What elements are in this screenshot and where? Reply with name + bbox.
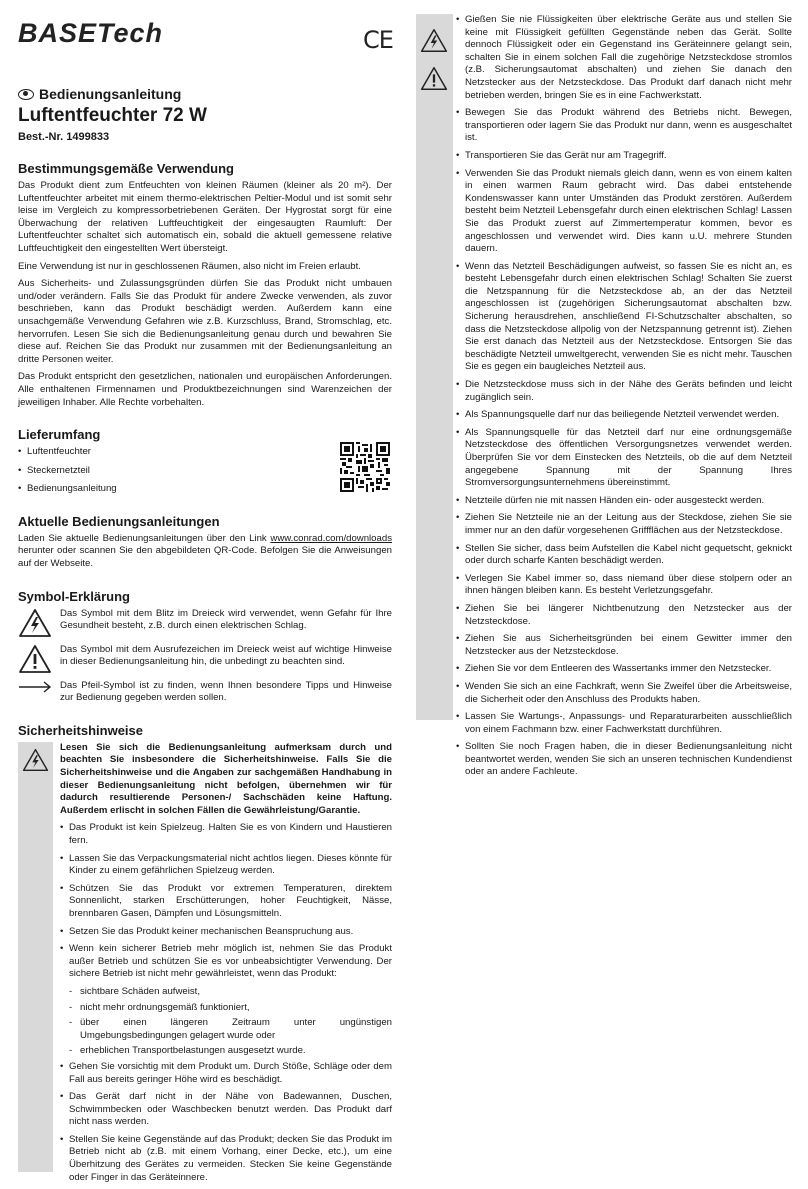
symbol-description: Das Symbol mit dem Ausrufezeichen im Dreieck weist auf wichtige Hinweise in dieser Bedienungsanleitung hin, die unbedingt zu beachten sind.: [60, 643, 392, 668]
safety-list: [60, 822, 392, 1184]
lightning-warning-icon: [18, 608, 52, 638]
current-manuals-text-after: herunter oder scannen Sie den abgebildeten QR-Code. Befolgen Sie die Anweisungen auf der Webseite.: [18, 545, 392, 570]
intended-use-paragraph: Das Produkt entspricht den gesetzlichen, nationalen und europäischen Anforderungen. Alle enthaltenen Firmennamen und Produktbezeichnungen sind Warenzeichen der jeweiligen Inhaber. Alle Rechte vorbehalten.: [18, 371, 392, 408]
symbols-heading: Symbol-Erklärung: [18, 588, 130, 604]
safety-section: [18, 742, 392, 1184]
exclamation-warning-icon: [420, 66, 448, 91]
list-item: • Wenn das Netzteil Beschädigungen aufweist, so fassen Sie es nicht an, es besteht Lebensgefahr durch einen elektrischen Schlag! Schalten Sie zuerst die Netzspannung für die Netzsteckdose ab, an der das Netzteil angeschlossen ist (zugehörigen Sicherungsautomat abschalten bzw. Sicherung herausdrehen, anschließend FI-Schutzschalter abschalten, so dass die Netzsteckdose allpolig von der Netzspannung getrennt ist). Ziehen Sie erst danach das Netzteil aus der Netzsteckdose. Entsorgen Sie das beschädigte Netzteil umweltgerecht, verwenden Sie es nicht mehr. Tauschen Sie es gegen ein baugleiches Netzteil aus.: [456, 261, 792, 374]
list-item: • Als Spannungsquelle darf nur das beiliegende Netzteil verwendet werden.: [456, 409, 792, 422]
list-item: • Steckernetzteil: [18, 465, 392, 478]
intended-use-paragraph: Eine Verwendung ist nur in geschlossenen Räumen, also nicht im Freien erlaubt.: [18, 260, 361, 272]
intended-use-paragraph: Aus Sicherheits- und Zulassungsgründen dürfen Sie das Produkt nicht umbauen und/oder verändern. Falls Sie das Produkt für andere Zwecke verwenden, als zuvor beschrieben, kann das Produkt beschädigt werden. Außerdem kann eine unsachgemäße Verwendung Gefahren wie z.B. Kurzschluss, Brand, Stromschlag, etc. hervorrufen. Lesen Sie sich die Bedienungsanleitung genau durch und bewahren Sie diese auf. Reichen Sie das Produkt nur zusammen mit der Bedienungsanleitung an dritte Personen weiter.: [18, 278, 392, 365]
symbol-row-lightning: [18, 608, 392, 638]
list-item: • Stellen Sie sicher, dass beim Aufstellen die Kabel nicht gequetscht, geknickt oder durch scharfe Kanten beschädigt werden.: [456, 543, 792, 568]
doc-type-label: Bedienungsanleitung: [39, 86, 182, 102]
list-item: • Sollten Sie noch Fragen haben, die in dieser Bedienungsanleitung nicht beantwortet werden, wenden Sie sich an unseren technischen Kundendienst oder an andere Fachleute.: [456, 741, 792, 779]
list-item: • Bewegen Sie das Produkt während des Betriebs nicht. Bewegen, transportieren oder lagern Sie das Produkt nur dann, wenn es ausgeschaltet ist.: [456, 107, 792, 145]
list-item: • Das Gerät darf nicht in der Nähe von Badewannen, Duschen, Schwimmbecken oder Waschbecken benutzt werden. Das Produkt darf nicht nass werden.: [60, 1091, 392, 1129]
safety-heading: Sicherheitshinweise: [18, 722, 143, 738]
list-item: • Gehen Sie vorsichtig mit dem Produkt um. Durch Stöße, Schläge oder dem Fall aus bereits geringer Höhe wird es beschädigt.: [60, 1061, 392, 1086]
current-manuals-text-before: Laden Sie aktuelle Bedienungsanleitungen über den Link: [18, 532, 271, 544]
left-column: [18, 18, 392, 1189]
list-item: • Ziehen Sie aus Sicherheitsgründen bei einem Gewitter immer den Netzstecker aus der Netzsteckdose.: [456, 633, 792, 658]
qr-code-icon[interactable]: [340, 442, 390, 492]
safety-sidebar: [18, 742, 53, 1172]
intended-use-heading: Bestimmungsgemäße Verwendung: [18, 161, 234, 176]
safety-intro: Lesen Sie sich die Bedienungsanleitung aufmerksam durch und beachten Sie insbesondere die Sicherheitshinweise. Falls Sie die Sicherheitshinweise und die Angaben zur sachgemäßen Handhabung in dieser Bedienungsanleitung nicht befolgen, übernehmen wir für dadurch resultierende Personen-/ Sachschäden keine Haftung. Außerdem erlischt in solchen Fällen die Gewährleistung/Garantie.: [60, 741, 392, 816]
symbol-description: Das Pfeil-Symbol ist zu finden, wenn Ihnen besondere Tipps und Hinweise zur Bedienung gegeben werden sollen.: [60, 679, 392, 704]
current-manuals-heading: Aktuelle Bedienungsanleitungen: [18, 513, 220, 529]
list-item: • Die Netzsteckdose muss sich in der Nähe des Geräts befinden und leicht zugänglich sein.: [456, 379, 792, 404]
scope-list: [18, 446, 392, 496]
list-item: • Gießen Sie nie Flüssigkeiten über elektrische Geräte aus und stellen Sie keine mit Flüssigkeit gefüllten Gegenstände neben das Gerät. Sollte dennoch Flüssigkeit oder ein Gegenstand ins Geräteinnere gelangt sein, schalten Sie in einem solchen Fall die zugehörige Netzsteckdose stromlos (z.B. Sicherungsautomat abschalten) und ziehen Sie danach den Netzstecker aus der Netzsteckdose. Das Produkt darf danach nicht mehr betrieben werden, bringen Sie es in eine Fachwerkstatt.: [456, 14, 792, 102]
list-item: • Schützen Sie das Produkt vor extremen Temperaturen, direktem Sonnenlicht, starken Erschütterungen, hoher Feuchtigkeit, Nässe, brennbaren Gasen, Dämpfen und Lösungsmitteln.: [60, 883, 392, 921]
list-subitem: - sichtbare Schäden aufweist,: [60, 986, 392, 999]
brand-logo-part-a: BASE: [18, 18, 98, 48]
ce-mark: CE: [363, 26, 393, 54]
download-link[interactable]: www.conrad.com/downloads: [270, 532, 392, 544]
scope-heading: Lieferumfang: [18, 427, 101, 443]
symbol-description: Das Symbol mit dem Blitz im Dreieck wird verwendet, wenn Gefahr für Ihre Gesundheit besteht, z.B. durch einen elektrischen Schlag.: [60, 607, 392, 632]
right-safety-sidebar: [416, 14, 453, 720]
list-item: • Das Produkt ist kein Spielzeug. Halten Sie es von Kindern und Haustieren fern.: [60, 822, 392, 847]
list-item: • Ziehen Sie Netzteile nie an der Leitung aus der Steckdose, ziehen Sie sie immer nur an den dafür vorgesehenen Griffflächen aus der Netzsteckdose.: [456, 512, 792, 537]
list-item: • Wenn kein sicherer Betrieb mehr möglich ist, nehmen Sie das Produkt außer Betrieb und schützen Sie es vor unbeabsichtigter Verwendung. Der sichere Betrieb ist nicht mehr gewährleistet, wenn das Produkt:: [60, 943, 392, 981]
symbol-row-arrow: [18, 680, 392, 705]
list-item: • Verwenden Sie das Produkt niemals gleich dann, wenn es von einem kalten in einen warmen Raum gebracht wird. Das dabei entstehende Kondenswasser kann unter Umständen das Produkt zerstören. Außerdem besteht beim Netzteil Lebensgefahr durch einen elektrischen Schlag! Lassen Sie das Produkt zuerst auf Zimmertemperatur kommen, bevor es angeschlossen und verwendet wird. Dies kann u.U. mehrere Stunden dauern.: [456, 168, 792, 256]
list-item: • Netzteile dürfen nie mit nassen Händen ein- oder ausgesteckt werden.: [456, 495, 792, 508]
brand-logo-part-b: Tech: [97, 18, 164, 48]
list-item: • Transportieren Sie das Gerät nur am Tragegriff.: [456, 150, 792, 163]
order-number: Best.-Nr. 1499833: [18, 131, 110, 143]
list-item: • Verlegen Sie Kabel immer so, dass niemand über diese stolpern oder an ihnen hängen bleiben kann. Es besteht Verletzungsgefahr.: [456, 573, 792, 598]
lightning-warning-icon: [420, 28, 448, 53]
scope-section: [18, 446, 392, 496]
page-title: Luftentfeuchter 72 W: [18, 105, 207, 126]
list-subitem: - erheblichen Transportbelastungen ausgesetzt wurde.: [60, 1045, 392, 1058]
list-item: • Lassen Sie Wartungs-, Anpassungs- und Reparaturarbeiten ausschließlich von einem Fachmann bzw. einer Fachwerkstatt durchführen.: [456, 711, 792, 736]
intended-use-paragraph: Das Produkt dient zum Entfeuchten von kleinen Räumen (kleiner als 20 m²). Der Luftentfeuchter arbeitet mit einem thermo-elektrischen Peltier-Modul und ist somit sehr leise im Vergleich zu kompressorbetriebenen Geräten. Der Hygrostat sorgt für eine Überwachung der relativen Luftfeuchtigkeit der eingesaugten Raumluft: Der Luftentfeuchter schaltet sich automatisch ein, sobald die aktuell gemessene relative Luftfeuchtigkeit den eingestellten Wert übersteigt.: [18, 180, 392, 254]
eye-icon: [18, 89, 34, 100]
list-item: • Ziehen Sie bei längerer Nichtbenutzung den Netzstecker aus der Netzsteckdose.: [456, 603, 792, 628]
list-item: • Als Spannungsquelle für das Netzteil darf nur eine ordnungsgemäße Netzsteckdose des öffentlichen Versorgungsnetzes verwendet werden. Überprüfen Sie vor dem Einstecken des Netzteils, ob die auf dem Netzteil angegebene Spannung mit der Spannung Ihres Stromversorgungsunternehmens übereinstimmt.: [456, 427, 792, 490]
list-item: • Stellen Sie keine Gegenstände auf das Produkt; decken Sie das Produkt im Betrieb nicht ab (z.B. mit einem Vorhang, einer Decke, etc.), um eine Überhitzung des Gerätes zu vermeiden. Stecken Sie keine Gegenstände oder Finger in das Geräteinnere.: [60, 1134, 392, 1184]
exclamation-warning-icon: [18, 644, 52, 674]
list-item: • Setzen Sie das Produkt keiner mechanischen Beanspruchung aus.: [60, 926, 392, 939]
list-item: • Lassen Sie das Verpackungsmaterial nicht achtlos liegen. Dieses könnte für Kinder zu einem gefährlichen Spielzeug werden.: [60, 853, 392, 878]
doc-type: [18, 86, 392, 102]
list-item: • Wenden Sie sich an eine Fachkraft, wenn Sie Zweifel über die Arbeitsweise, die Sicherheit oder den Anschluss des Produkts haben.: [456, 681, 792, 706]
brand-logo: [18, 18, 392, 48]
right-safety-list: [456, 14, 792, 784]
arrow-icon: [18, 680, 52, 694]
lightning-warning-icon: [22, 748, 49, 772]
list-item: • Bedienungsanleitung: [18, 483, 392, 496]
list-item: • Ziehen Sie vor dem Entleeren des Wassertanks immer den Netzstecker.: [456, 663, 792, 676]
current-manuals-text: [18, 533, 392, 571]
list-item: • Luftentfeuchter: [18, 446, 392, 459]
symbol-row-exclamation: [18, 644, 392, 674]
list-subitem: - nicht mehr ordnungsgemäß funktioniert,: [60, 1002, 392, 1015]
list-subitem: - über einen längeren Zeitraum unter ungünstigen Umgebungsbedingungen gelagert wurde oder: [60, 1017, 392, 1042]
